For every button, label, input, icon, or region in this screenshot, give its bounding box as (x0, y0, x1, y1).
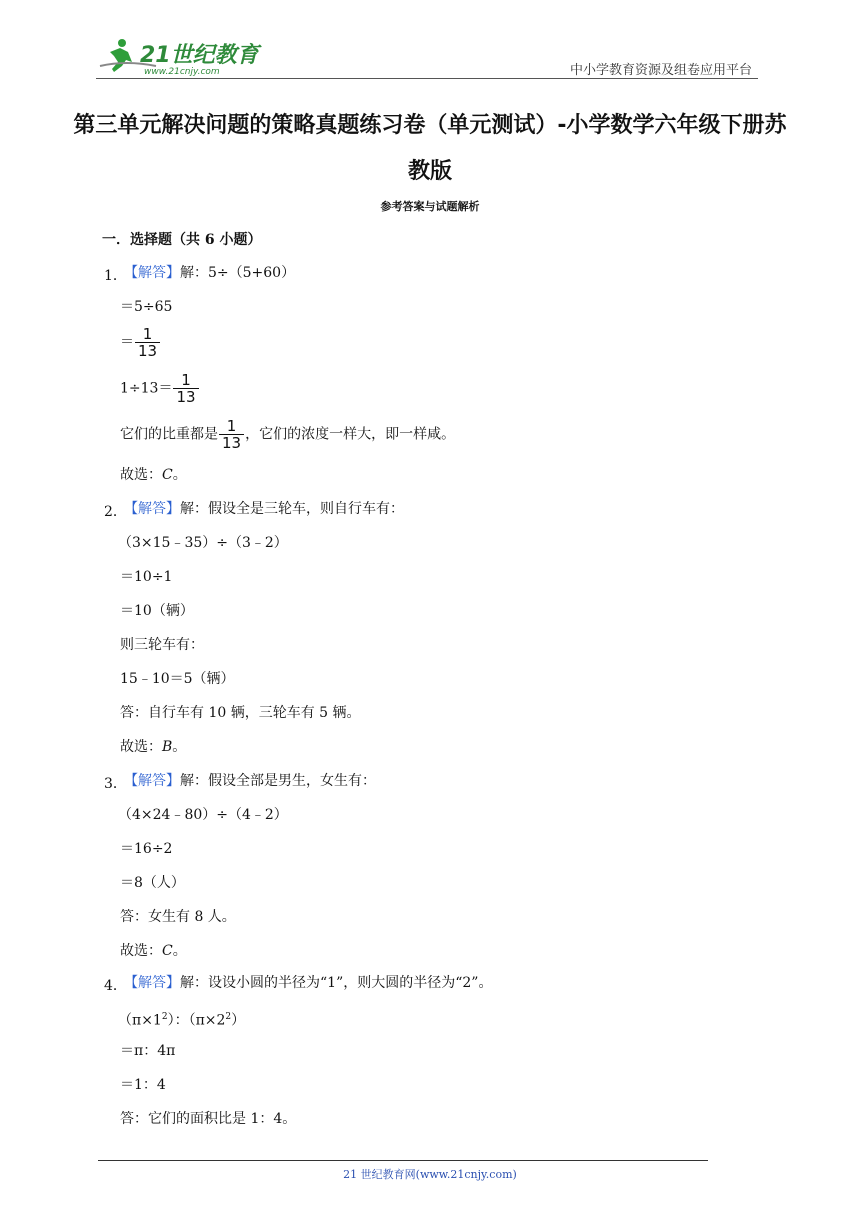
step-line: （3×15﹣35）÷（3﹣2） (118, 535, 288, 551)
solution-tag: 【解答】 (124, 501, 180, 517)
page-subtitle: 参考答案与试题解析 (380, 200, 480, 213)
solution-tag: 【解答】 (124, 773, 180, 789)
page-header (96, 36, 758, 80)
step-line: 15﹣10＝5（辆） (120, 671, 235, 687)
question-4-intro: 【解答】解：设设小圆的半径为“1”，则大圆的半径为“2”。 (124, 975, 493, 991)
platform-name: 中小学教育资源及组卷应用平台 (569, 63, 752, 78)
step-line: 它们的比重都是 $\frac{1}{13}$ ，它们的浓度一样大，即一样咸。 (120, 417, 456, 452)
fraction: $\frac{1}{13}$ (135, 326, 160, 359)
step-line: 答：它们的面积比是 1：4。 (120, 1111, 297, 1127)
footer-divider (98, 1160, 708, 1161)
answer-choice: C (162, 467, 173, 483)
svg-text:www.21cnjy.com: www.21cnjy.com (144, 67, 220, 77)
step-line: 答：女生有 8 人。 (120, 909, 236, 925)
step-line: 1÷13＝ $\frac{1}{13}$ (120, 372, 200, 405)
step-line: （4×24﹣80）÷（4﹣2） (118, 807, 288, 823)
answer-line: 故选：C。 (120, 467, 187, 483)
section-heading: 一．选择题（共 6 小题） (102, 232, 262, 248)
svg-text:21世纪教育: 21世纪教育 (140, 43, 259, 68)
footer-link[interactable]: 21 世纪教育网(www.21cnjy.com) (343, 1168, 517, 1181)
step-line: 答：自行车有 10 辆，三轮车有 5 辆。 (120, 705, 361, 721)
answer-line: 故选：C。 (120, 943, 187, 959)
step-line: ＝8（人） (120, 875, 185, 891)
question-number: 2． (104, 504, 127, 520)
step-line: ＝1：4 (120, 1077, 166, 1093)
runner-logo-icon (96, 36, 266, 78)
answer-choice: B (162, 739, 173, 755)
answer-choice: C (162, 943, 173, 959)
fraction: $\frac{1}{13}$ (173, 372, 198, 405)
fraction: $\frac{1}{13}$ (219, 418, 244, 451)
header-divider (96, 78, 758, 79)
question-number: 3． (104, 776, 127, 792)
answer-line: 故选：B。 (120, 739, 187, 755)
question-number: 4． (104, 978, 127, 994)
step-line: ＝10（辆） (120, 603, 194, 619)
logo (96, 36, 266, 78)
question-1-intro: 【解答】解：5÷（5+60） (124, 265, 296, 281)
page-title: 第三单元解决问题的策略真题练习卷（单元测试）-小学数学六年级下册苏教版 (73, 113, 787, 184)
step-line: ＝5÷65 (120, 299, 173, 315)
step-line: ＝π：4π (120, 1043, 176, 1059)
question-number: 1． (104, 268, 127, 284)
question-2-intro: 【解答】解：假设全是三轮车，则自行车有： (124, 501, 404, 517)
solution-tag: 【解答】 (124, 975, 180, 991)
step-line: ＝16÷2 (120, 841, 173, 857)
step-line: $(\pi\times 1^2)$：$(\pi\times 2^2)$ (118, 1012, 246, 1029)
step-line: ＝ $\frac{1}{13}$ (120, 326, 161, 359)
step-line: ＝10÷1 (120, 569, 173, 585)
step-line: 则三轮车有： (120, 637, 204, 653)
question-3-intro: 【解答】解：假设全部是男生，女生有： (124, 773, 376, 789)
solution-tag: 【解答】 (124, 265, 180, 281)
